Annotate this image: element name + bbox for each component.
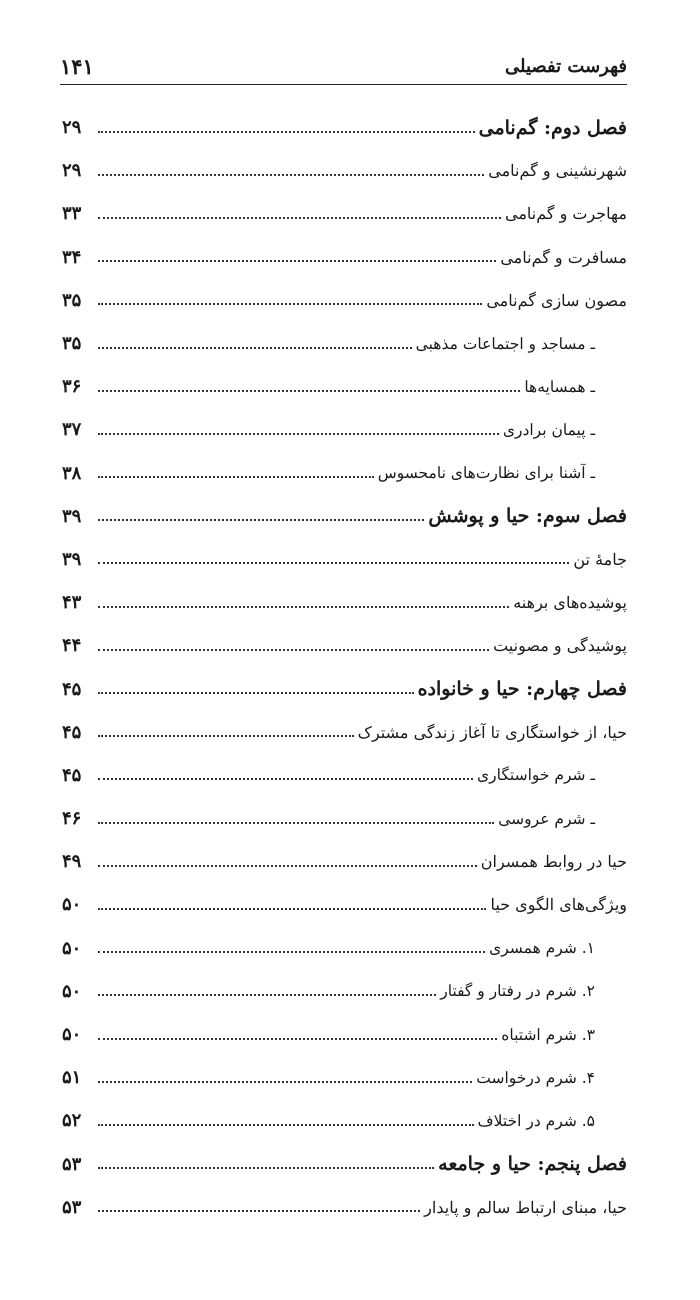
- toc-chapter-row: [62, 495, 627, 538]
- dot-leader: [98, 1124, 474, 1126]
- toc-entry-row: [62, 970, 627, 1013]
- toc-entry-row: [62, 192, 627, 235]
- dot-leader: [98, 433, 499, 435]
- toc-page-number: ۴۶: [62, 808, 82, 830]
- toc-entry-row: [62, 452, 627, 495]
- toc-page-number: ۳۵: [62, 289, 82, 311]
- dot-leader: [98, 1081, 472, 1083]
- toc-entry-title: پوشیدگی و مصونیت: [493, 636, 627, 656]
- toc-page-number: ۳۹: [62, 548, 82, 570]
- dot-leader: [98, 1210, 420, 1212]
- toc-page-number: ۴۵: [62, 764, 82, 786]
- toc-entry-row: [62, 927, 627, 970]
- toc-page-number: ۴۵: [62, 721, 82, 743]
- toc-entry-row: [62, 1099, 627, 1142]
- toc-entry-row: [62, 538, 627, 581]
- toc-entry-title: مصون سازی گم‌نامی: [486, 290, 627, 310]
- toc-chapter-row: [62, 1143, 627, 1186]
- toc-page-number: ۳۷: [62, 419, 82, 441]
- toc-entry-row: [62, 236, 627, 279]
- toc-entry-title: ـ همسایه‌ها: [524, 377, 595, 396]
- dot-leader: [98, 994, 436, 996]
- dot-leader: [98, 1038, 497, 1040]
- toc-entry-title: حیا، مبنای ارتباط سالم و پایدار: [424, 1197, 627, 1217]
- toc-page-number: ۴۵: [62, 678, 82, 700]
- dot-leader: [98, 649, 489, 651]
- toc-entry-title: ۵. شرم در اختلاف: [477, 1111, 595, 1130]
- toc-page-number: ۳۴: [62, 246, 82, 268]
- toc-entry-title: جامهٔ تن: [573, 549, 627, 569]
- toc-entry-title: فصل چهارم: حیا و خانواده: [417, 678, 627, 701]
- toc-page-number: ۳۵: [62, 333, 82, 355]
- toc-entry-row: [62, 754, 627, 797]
- dot-leader: [98, 303, 482, 305]
- toc-page-number: ۳۹: [62, 505, 82, 527]
- toc-page-number: ۳۳: [62, 203, 82, 225]
- toc-entry-title: فصل پنجم: حیا و جامعه: [438, 1153, 627, 1176]
- toc-entry-title: ـ شرم عروسی: [498, 809, 595, 828]
- toc-page-number: ۵۲: [62, 1110, 82, 1132]
- toc-page-number: ۵۳: [62, 1153, 82, 1175]
- dot-leader: [98, 260, 496, 262]
- toc-entry-row: [62, 711, 627, 754]
- toc-page-number: ۵۰: [62, 894, 82, 916]
- dot-leader: [98, 1167, 434, 1169]
- toc-page-number: ۴۹: [62, 851, 82, 873]
- toc-entry-title: ۲. شرم در رفتار و گفتار: [440, 982, 595, 1001]
- dot-leader: [98, 347, 412, 349]
- toc-entry-title: ـ پیمان برادری: [502, 420, 595, 439]
- dot-leader: [98, 822, 494, 824]
- toc-entry-row: [62, 797, 627, 840]
- toc-page-number: ۲۹: [62, 117, 82, 139]
- dot-leader: [98, 778, 473, 780]
- toc-page-number: ۴۳: [62, 592, 82, 614]
- dot-leader: [98, 692, 414, 694]
- dot-leader: [98, 735, 354, 737]
- page-number: ۱۴۱: [60, 54, 94, 79]
- toc-entry-row: [62, 581, 627, 624]
- dot-leader: [98, 865, 477, 867]
- dot-leader: [98, 390, 520, 392]
- toc-entry-title: ۴. شرم درخواست: [476, 1068, 595, 1087]
- toc-entry-title: حیا در روابط همسران: [480, 852, 627, 872]
- toc-entry-title: ۱. شرم همسری: [489, 939, 595, 958]
- toc-entry-row: [62, 408, 627, 451]
- toc-entry-row: [62, 1186, 627, 1229]
- toc-entry-row: [62, 883, 627, 926]
- dot-leader: [98, 519, 424, 521]
- toc-entry-title: ـ مساجد و اجتماعات مذهبی: [415, 334, 595, 353]
- toc-entry-title: ویژگی‌های الگوی حیا: [490, 895, 627, 915]
- dot-leader: [98, 606, 509, 608]
- toc-page-number: ۲۹: [62, 160, 82, 182]
- toc-page-number: ۵۰: [62, 1024, 82, 1046]
- toc-entry-row: [62, 365, 627, 408]
- dot-leader: [98, 908, 486, 910]
- toc-entry-title: حیا، از خواستگاری تا آغاز زندگی مشترک: [357, 722, 627, 742]
- toc-page-number: ۵۰: [62, 980, 82, 1002]
- toc-entry-row: [62, 322, 627, 365]
- toc-entry-title: مهاجرت و گم‌نامی: [505, 204, 627, 224]
- toc-entry-title: ـ شرم خواستگاری: [477, 766, 595, 785]
- page-header: [60, 52, 627, 85]
- toc-entry-row: [62, 1013, 627, 1056]
- toc-page-number: ۴۴: [62, 635, 82, 657]
- toc-page-number: ۳۶: [62, 376, 82, 398]
- running-title: فهرست تفصیلی: [505, 56, 627, 77]
- toc-entry-title: ـ آشنا برای نظارت‌های نامحسوس: [377, 464, 595, 483]
- dot-leader: [98, 951, 485, 953]
- toc-page-number: ۵۳: [62, 1196, 82, 1218]
- toc-chapter-row: [62, 667, 627, 710]
- dot-leader: [98, 174, 484, 176]
- toc-entry-row: [62, 1056, 627, 1099]
- dot-leader: [98, 217, 501, 219]
- toc-entry-title: فصل دوم: گم‌نامی: [478, 116, 627, 139]
- toc-entry-title: فصل سوم: حیا و پوشش: [428, 505, 627, 528]
- dot-leader: [98, 562, 569, 564]
- table-of-contents: [62, 106, 627, 1229]
- toc-entry-title: مسافرت و گم‌نامی: [500, 247, 627, 267]
- toc-entry-title: پوشیده‌های برهنه: [513, 593, 627, 613]
- toc-entry-row: [62, 624, 627, 667]
- toc-page-number: ۵۱: [62, 1067, 82, 1089]
- toc-entry-row: [62, 840, 627, 883]
- toc-entry-row: [62, 279, 627, 322]
- toc-chapter-row: [62, 106, 627, 149]
- dot-leader: [98, 476, 374, 478]
- dot-leader: [98, 131, 475, 133]
- toc-entry-title: ۳. شرم اشتباه: [501, 1025, 595, 1044]
- toc-page-number: ۳۸: [62, 462, 82, 484]
- toc-entry-title: شهرنشینی و گم‌نامی: [488, 161, 627, 181]
- toc-entry-row: [62, 149, 627, 192]
- toc-page-number: ۵۰: [62, 937, 82, 959]
